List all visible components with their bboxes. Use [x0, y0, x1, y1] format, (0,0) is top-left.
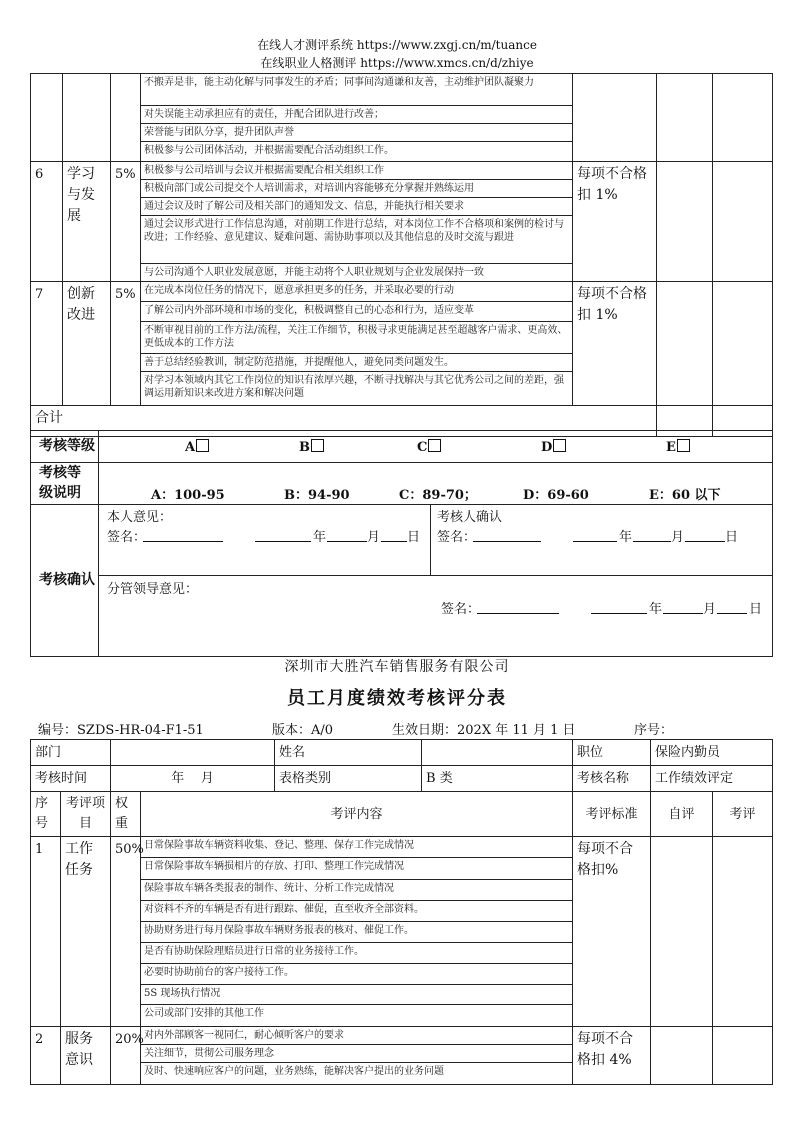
grade-label: 考核等级 [31, 431, 99, 463]
self-sign-line[interactable] [143, 527, 223, 542]
reviewer-label: 考核人确认 [437, 510, 503, 525]
form-type-value: B 类 [422, 766, 573, 792]
leader-sign-line[interactable] [477, 599, 559, 614]
form-type-label: 表格类别 [275, 766, 422, 792]
content-row: 了解公司内外部环境和市场的变化，积极调整自己的心态和行为，适应变革 [141, 302, 573, 322]
content-row: 必要时协助前台的客户接待工作。 [141, 964, 573, 985]
section7-no: 7 [31, 282, 63, 406]
content-row: 与公司沟通个人职业发展意愿，并能主动将个人职业规划与企业发展保持一致 [141, 264, 573, 282]
header-personality-link: 在线职业人格测评 https://www.xmcs.cn/d/zhiye [260, 56, 534, 70]
name-label: 姓名 [275, 740, 422, 766]
form-effective-date: 生效日期：202X 年 11 月 1 日 [392, 723, 576, 738]
content-row: 荣誉能与团队分享，提升团队声誉 [141, 124, 573, 142]
grade-explain-e: E：60 以下 [649, 488, 721, 503]
content-row: 对学习本领域内其它工作岗位的知识有浓厚兴趣，不断寻找解决与其它优秀公司之间的差距，强调运用新知识来改进方案和解决问题 [141, 372, 573, 406]
checkbox-c[interactable] [428, 439, 441, 452]
self-day-label: 日 [407, 530, 421, 545]
checkbox-b[interactable] [311, 439, 324, 452]
reviewer-month-line[interactable] [633, 527, 671, 542]
col-weight: 权重 [111, 792, 141, 837]
section7-review [713, 282, 773, 406]
col-review: 考评 [713, 792, 773, 837]
checkbox-d[interactable] [553, 439, 566, 452]
content-row: 对内外部顾客一视同仁，耐心倾听客户的要求 [141, 1027, 573, 1045]
section1-no: 1 [31, 837, 61, 1027]
content-row: 对资料不齐的车辆是否有进行跟踪、催促，直至收齐全部资料。 [141, 901, 573, 922]
content-row: 善于总结经验教训，制定防范措施，并提醒他人，避免同类问题发生。 [141, 354, 573, 372]
content-row: 日常保险事故车辆损相片的存放、打印、整理工作完成情况 [141, 858, 573, 880]
section2-no: 2 [31, 1027, 61, 1085]
period-label: 考核时间 [31, 766, 111, 792]
content-row: 积极参与公司培训与会议并根据需要配合相关组织工作 [141, 162, 573, 180]
content-row: 积极向部门或公司提交个人培训需求，对培训内容能够充分掌握并熟练运用 [141, 180, 573, 198]
content-row: 积极参与公司团体活动，并根据需要配合活动组织工作。 [141, 142, 573, 162]
content-row: 不断审视目前的工作方法/流程，关注工作细节，积极寻求更能满足甚至超越客户需求、更高效、更低成本的工作方法 [141, 322, 573, 354]
self-day-line[interactable] [381, 527, 407, 542]
section6-review [713, 162, 773, 282]
leader-opinion-label: 分管领导意见： [107, 582, 199, 597]
company-name: 深圳市大胜汽车销售服务有限公司 [284, 659, 510, 675]
grade-option-a[interactable]: A [185, 437, 209, 458]
self-year-label: 年 [313, 530, 327, 545]
content-row: 通过会议形式进行工作信息沟通，对前期工作进行总结，对本岗位工作不合格项和案例的检讨与改进；工作经验、意见建议、疑难问题、需协助事项以及其他信息的及时交流与跟进 [141, 216, 573, 264]
form-title: 员工月度绩效考核评分表 [287, 688, 507, 709]
leader-year-line[interactable] [591, 599, 647, 614]
dept-label: 部门 [31, 740, 111, 766]
leader-year-label: 年 [649, 602, 663, 617]
section1-self[interactable] [651, 837, 713, 1027]
reviewer-day-label: 日 [725, 530, 739, 545]
checkbox-e[interactable] [677, 439, 690, 452]
leader-month-label: 月 [703, 602, 717, 617]
section2-standard: 每项不合格扣 4% [573, 1027, 651, 1085]
section7-self [657, 282, 713, 406]
grade-explain-a: A：100-95 [151, 488, 225, 503]
form-code: 编号：SZDS-HR-04-F1-51 [38, 723, 204, 738]
grade-confirm-table [30, 430, 773, 657]
col-no: 序号 [31, 792, 61, 837]
section7-standard: 每项不合格扣 1% [573, 282, 657, 406]
leader-sign-label: 签名： [441, 602, 481, 617]
self-opinion-label: 本人意见： [107, 510, 173, 525]
cont-self [657, 74, 713, 162]
content-row: 不搬弄是非，能主动化解与同事发生的矛盾；同事间沟通谦和友善，主动维护团队凝聚力 [141, 74, 573, 106]
col-content: 考评内容 [141, 792, 573, 837]
assess-name-label: 考核名称 [573, 766, 651, 792]
header-system-link: 在线人才测评系统 https://www.zxgj.cn/m/tuance [257, 38, 537, 52]
reviewer-year-label: 年 [619, 530, 633, 545]
total-label: 合计 [31, 406, 657, 437]
cont-weight [111, 74, 141, 162]
grade-explain-c: C：89-70； [399, 488, 477, 503]
form-serial: 序号： [634, 723, 674, 738]
section1-item: 工作任务 [61, 837, 111, 1027]
content-row: 公司或部门安排的其他工作 [141, 1005, 573, 1027]
grade-explain-d: D：69-60 [523, 488, 589, 503]
leader-month-line[interactable] [663, 599, 703, 614]
col-item: 考评项目 [61, 792, 111, 837]
section2-weight: 20% [111, 1027, 141, 1085]
section6-no: 6 [31, 162, 63, 282]
evaluation-table-new [30, 739, 773, 1085]
grade-explain-label: 考核等级说明 [31, 463, 99, 505]
confirm-area [99, 505, 773, 657]
cont-no [31, 74, 63, 162]
content-row: 是否有协助保险理赔员进行日常的业务接待工作。 [141, 943, 573, 964]
position-label: 职位 [573, 740, 651, 766]
section2-item: 服务意识 [61, 1027, 111, 1085]
confirm-divider-h [99, 575, 773, 576]
content-row: 关注细节，贯彻公司服务理念 [141, 1045, 573, 1063]
section2-review[interactable] [713, 1027, 773, 1085]
dept-value[interactable] [111, 740, 275, 766]
section1-review[interactable] [713, 837, 773, 1027]
checkbox-a[interactable] [196, 439, 209, 452]
confirm-divider-v [430, 505, 431, 575]
reviewer-month-label: 月 [671, 530, 685, 545]
section2-self[interactable] [651, 1027, 713, 1085]
content-row: 协助财务进行每月保险事故车辆财务报表的核对、催促工作。 [141, 922, 573, 943]
cont-item [63, 74, 111, 162]
assess-name-value: 工作绩效评定 [651, 766, 773, 792]
self-year-line[interactable] [255, 527, 311, 542]
grade-options [99, 431, 773, 463]
content-row: 在完成本岗位任务的情况下，愿意承担更多的任务，并采取必要的行动 [141, 282, 573, 302]
grade-explain [99, 463, 773, 505]
period-value[interactable]: 年 月 [111, 766, 275, 792]
leader-day-line[interactable] [717, 599, 747, 614]
section7-item: 创新改进 [63, 282, 111, 406]
content-row: 日常保险事故车辆资料收集、登记、整理、保存工作完成情况 [141, 837, 573, 858]
content-row: 5S 现场执行情况 [141, 985, 573, 1005]
evaluation-table-continued [30, 73, 773, 437]
cont-review [713, 74, 773, 162]
content-row: 对失误能主动承担应有的责任，并配合团队进行改善； [141, 106, 573, 124]
grade-option-e[interactable]: E [666, 437, 690, 458]
reviewer-day-line[interactable] [685, 527, 725, 542]
section7-weight: 5% [111, 282, 141, 406]
self-month-label: 月 [367, 530, 381, 545]
section6-standard: 每项不合格扣 1% [573, 162, 657, 282]
content-row: 通过会议及时了解公司及相关部门的通知发文、信息，并能执行相关要求 [141, 198, 573, 216]
confirm-label: 考核确认 [31, 505, 99, 657]
leader-day-label: 日 [749, 602, 763, 617]
section6-self [657, 162, 713, 282]
grade-option-b[interactable]: B [299, 437, 324, 458]
section6-item: 学习与发展 [63, 162, 111, 282]
grade-explain-b: B：94-90 [284, 488, 350, 503]
section6-weight: 5% [111, 162, 141, 282]
name-value[interactable] [422, 740, 573, 766]
section1-weight: 50% [111, 837, 141, 1027]
col-self: 自评 [651, 792, 713, 837]
reviewer-year-line[interactable] [573, 527, 617, 542]
section1-standard: 每项不合格扣% [573, 837, 651, 1027]
grade-option-d[interactable]: D [541, 437, 566, 458]
self-month-line[interactable] [327, 527, 367, 542]
reviewer-sign-line[interactable] [473, 527, 541, 542]
grade-option-c[interactable]: C [417, 437, 441, 458]
reviewer-sign-label: 签名： [437, 530, 477, 545]
col-standard: 考评标准 [573, 792, 651, 837]
self-sign-label: 签名： [107, 530, 147, 545]
cont-standard [573, 74, 657, 162]
form-version: 版本：A/0 [272, 723, 334, 738]
position-value: 保险内勤员 [651, 740, 773, 766]
content-row: 保险事故车辆各类报表的制作、统计、分析工作完成情况 [141, 880, 573, 901]
content-row: 及时、快速响应客户的问题，业务熟练，能解决客户提出的业务问题 [141, 1063, 573, 1085]
